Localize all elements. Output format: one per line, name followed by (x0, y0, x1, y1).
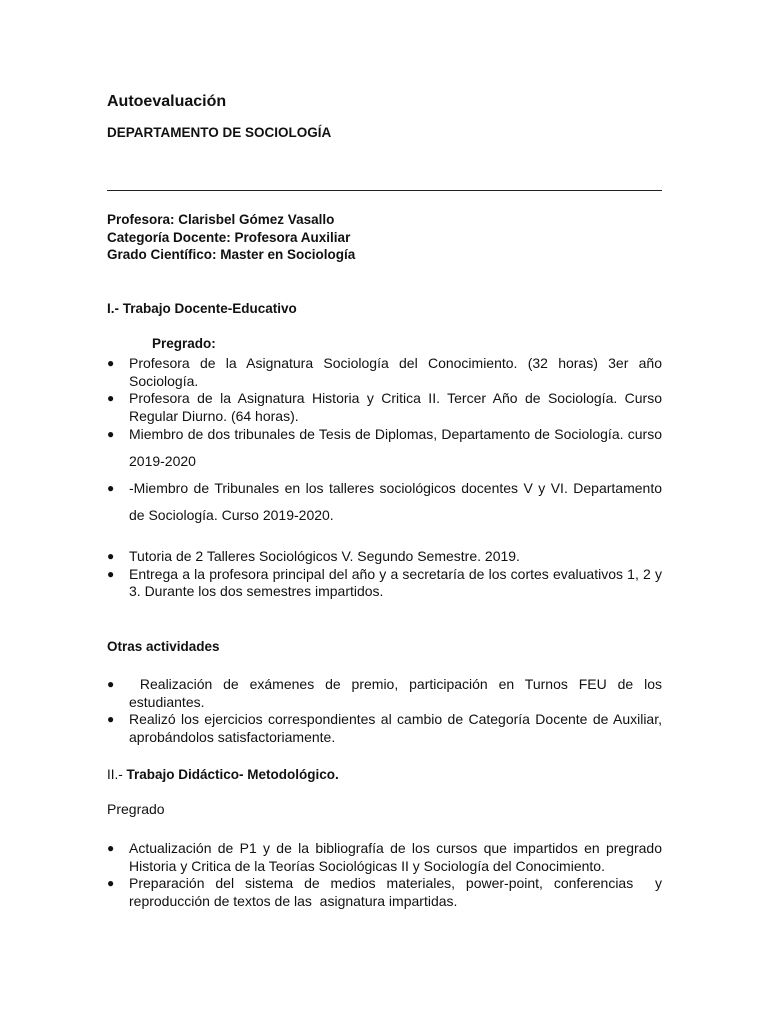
list-item: ● Preparación del sistema de medios materiales, power-point, conferencias y reproducción de textos de las asignatura impartidas. (107, 875, 666, 909)
bullet-icon: ● (107, 481, 115, 495)
otras-heading: Otras actividades (107, 639, 220, 654)
bullet-icon: ● (107, 566, 115, 581)
list-item: ● Miembro de dos tribunales de Tesis de Diplomas, Departamento de Sociología. curso 2019-2020 (107, 421, 662, 475)
section-1-heading: I.- Trabajo Docente-Educativo (107, 301, 297, 316)
bullet-icon: ● (107, 712, 115, 726)
bullet-icon: ● (107, 391, 115, 405)
profesora-line: Profesora: Clarisbel Gómez Vasallo (107, 212, 335, 227)
list-item: ● Actualización de P1 y de la bibliografía de los cursos que impartidos en pregrado Historia y Critica de la Teorías Sociológicas II y Sociología del Conocimiento. (107, 840, 662, 874)
bullet-icon: ● (107, 356, 115, 370)
list-item: ● Tutoria de 2 Talleres Sociológicos V. Segundo Semestre. 2019. (107, 548, 520, 564)
bullet-icon: ● (107, 841, 115, 855)
list-item: ● Realizó los ejercicios correspondientes al cambio de Categoría Docente de Auxiliar, aprobándolos satisfactoriamente. (107, 711, 662, 745)
section-1-list-a (107, 355, 662, 529)
section-2-prefix: II.- (107, 767, 123, 782)
section-2-heading (107, 767, 339, 782)
horizontal-divider (107, 190, 662, 191)
list-item: ● Entrega a la profesora principal del año y a secretaría de los cortes evaluativos 1, 2 y 3. Durante los dos semestres impartidos. (107, 565, 662, 599)
list-item: ● Profesora de la Asignatura Sociología del Conocimiento. (32 horas) 3er año Sociología. (107, 355, 662, 389)
bullet-icon: ● (107, 876, 115, 890)
list-item: ● Realización de exámenes de premio, participación en Turnos FEU de los estudiantes. (107, 676, 666, 710)
section-1-subheading: Pregrado: (152, 336, 216, 351)
otras-list (107, 676, 666, 746)
bullet-icon: ● (107, 677, 115, 691)
categoria-line: Categoría Docente: Profesora Auxiliar (107, 229, 351, 245)
department-name: DEPARTAMENTO DE SOCIOLOGÍA (107, 125, 332, 140)
section-2-list (107, 840, 666, 910)
section-1-list-b (107, 548, 662, 601)
bullet-icon: ● (107, 549, 115, 563)
list-item: ● -Miembro de Tribunales en los talleres sociológicos docentes V y VI. Departamento de Sociología. Curso 2019-2020. (107, 475, 662, 529)
section-2-subheading: Pregrado (107, 801, 165, 817)
bullet-icon: ● (107, 427, 115, 441)
section-2-title: Trabajo Didáctico- Metodológico. (126, 767, 339, 782)
document-title: Autoevaluación (107, 93, 227, 110)
list-item: ● Profesora de la Asignatura Historia y Critica II. Tercer Año de Sociología. Curso Regular Diurno. (64 horas). (107, 390, 662, 424)
grado-line: Grado Científico: Master en Sociología (107, 247, 356, 262)
author-info (107, 211, 355, 264)
